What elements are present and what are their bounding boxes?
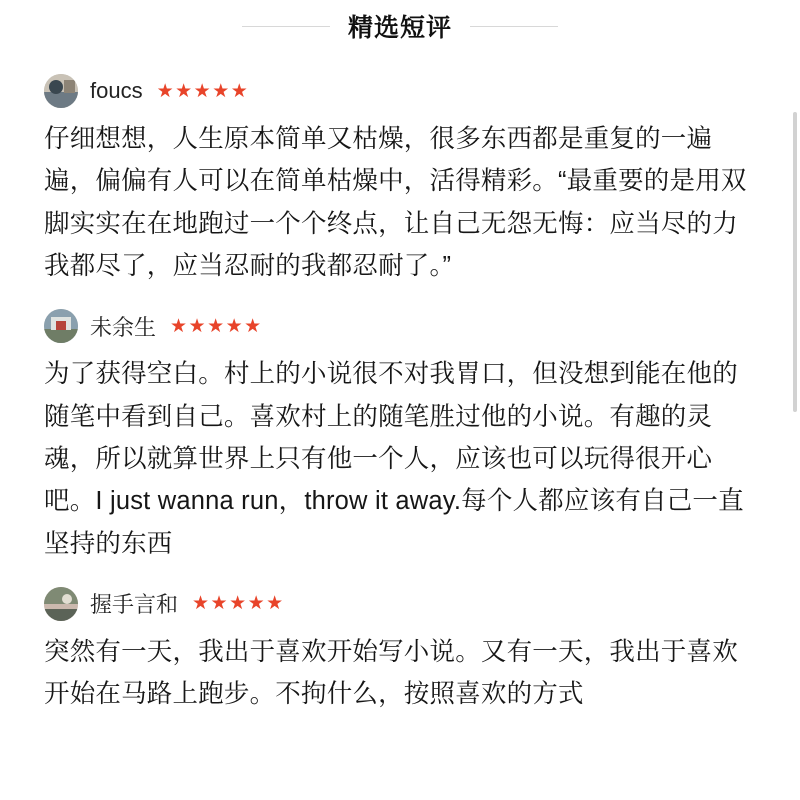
review-header (44, 571, 756, 631)
scrollbar-thumb[interactable] (793, 112, 797, 412)
review-text: 仔细想想，人生原本简单又枯燥，很多东西都是重复的一遍遍，偏偏有人可以在简单枯燥中，活得精彩。“最重要的是用双脚实实在在地跑过一个个终点，让自己无怨无悔：应当尽的力我都尽了，应当忍耐的我都忍耐了。” (44, 125, 747, 280)
section-header (0, 0, 800, 58)
review-text: 突然有一天，我出于喜欢开始写小说。又有一天，我出于喜欢开始在马路上跑步。不拘什么，按照喜欢的方式 (44, 637, 738, 709)
avatar[interactable] (44, 587, 78, 621)
review-username[interactable]: foucs (90, 78, 143, 103)
rating-stars: ★★★★★ (156, 80, 250, 102)
avatar[interactable] (44, 74, 78, 108)
review-item (44, 58, 756, 293)
page-title: 精选短评 (347, 14, 452, 42)
header-rule-right (470, 26, 558, 27)
review-username[interactable]: 未余生 (90, 314, 157, 340)
review-header (44, 293, 756, 353)
rating-stars: ★★★★★ (192, 593, 285, 615)
rating-stars: ★★★★★ (170, 315, 263, 337)
header-rule-left (242, 26, 330, 27)
review-item (44, 571, 756, 722)
avatar[interactable] (44, 309, 78, 343)
review-username[interactable]: 握手言和 (90, 592, 179, 618)
scrollbar[interactable] (793, 112, 797, 752)
avatar-image (44, 74, 78, 108)
review-text: 为了获得空白。村上的小说很不对我胃口，但没想到能在他的随笔中看到自己。喜欢村上的随笔胜过他的小说。有趣的灵魂，所以就算世界上只有他一个人，应该也可以玩得很开心吧。I just wanna run，throw it away.每个人都应该有自己一直坚持的东西 (44, 360, 744, 558)
review-header (44, 58, 756, 118)
review-item (44, 293, 756, 571)
avatar-image (44, 309, 78, 343)
avatar-image (44, 587, 78, 621)
review-list (0, 58, 800, 722)
